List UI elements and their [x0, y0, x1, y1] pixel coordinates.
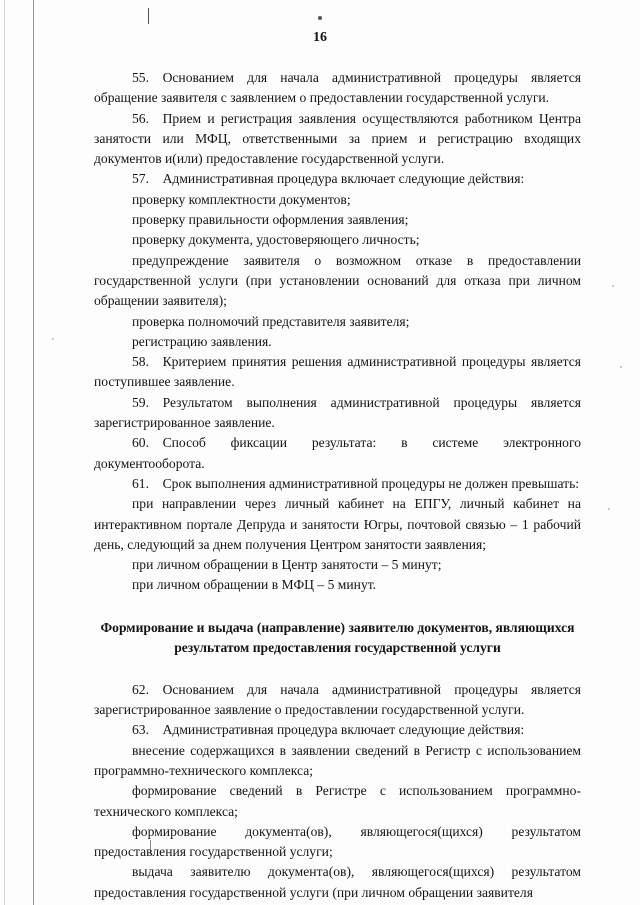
list-item: предупреждение заявителя о возможном отказе в предоставлении государственной услуги (при установлении оснований для отказа при личном обращении заявителя);	[94, 252, 581, 309]
scan-speck	[318, 16, 322, 20]
scan-speck	[612, 285, 614, 287]
paragraph-60: 60. Способ фиксации результата: в системе электронного документооборота.	[94, 435, 581, 471]
paragraph-56: 56. Прием и регистрация заявления осуществляются работником Центра занятости или МФЦ, ответственными за прием и регистрацию входящих документов и(или) предоставление государственной услуги.	[94, 110, 581, 167]
paragraph-62: 62. Основанием для начала административной процедуры является зарегистрированное заявление о предоставлении государственной услуги.	[94, 681, 581, 718]
scan-artifact-mark	[148, 8, 149, 24]
list-item: формирование сведений в Регистре с использованием программно-технического комплекса;	[94, 783, 581, 819]
scan-speck	[620, 366, 622, 368]
paragraph-55: 55. Основанием для начала административной процедуры является обращение заявителя с заявлением о предоставлении государственной услуги.	[94, 70, 581, 106]
list-item: регистрацию заявления.	[132, 333, 272, 349]
paragraph-63: 63. Административная процедура включает следующие действия:	[132, 722, 525, 738]
list-item: проверку комплектности документов;	[132, 191, 351, 207]
paragraph-57: 57. Административная процедура включает следующие действия:	[132, 171, 525, 187]
list-item: при личном обращении в Центр занятости – 5 минут;	[132, 557, 442, 573]
paragraph-61: 61. Срок выполнения административной процедуры не должен превышать:	[132, 475, 580, 491]
document-body	[94, 68, 581, 903]
scan-edge-line	[4, 0, 5, 905]
list-item: проверку документа, удостоверяющего личность;	[132, 232, 420, 248]
scan-speck	[608, 508, 610, 510]
list-item: выдача заявителю документа(ов), являющегося(щихся) результатом предоставления государственной услуги (при личном обращении заявителя	[94, 864, 581, 900]
list-item: внесение содержащихся в заявлении сведений в Регистр с использованием программно-технического комплекса;	[94, 742, 581, 778]
section-heading: Формирование и выдача (направление) заявителю документов, являющихся результатом предоставления государственной услуги	[100, 619, 575, 655]
list-item: проверку правильности оформления заявления;	[132, 212, 409, 228]
paragraph-58: 58. Критерием принятия решения административной процедуры является поступившее заявление.	[94, 354, 581, 390]
paragraph-59: 59. Результатом выполнения административной процедуры является зарегистрированное заявление.	[94, 394, 581, 431]
scan-speck	[52, 338, 54, 340]
page-number: 16	[313, 30, 327, 45]
list-item: формирование документа(ов), являющегося(щихся) результатом предоставления государственной услуги;	[94, 823, 581, 860]
list-item: проверка полномочий представителя заявителя;	[132, 313, 410, 329]
list-item: при направлении через личный кабинет на ЕПГУ, личный кабинет на интерактивном портале Депруда и занятости Югры, почтовой связью – 1 рабочий день, следующий за днем получения Центром занятости заявления;	[94, 496, 581, 552]
list-item: при личном обращении в МФЦ – 5 минут.	[132, 577, 377, 593]
scan-margin-line	[33, 0, 34, 905]
